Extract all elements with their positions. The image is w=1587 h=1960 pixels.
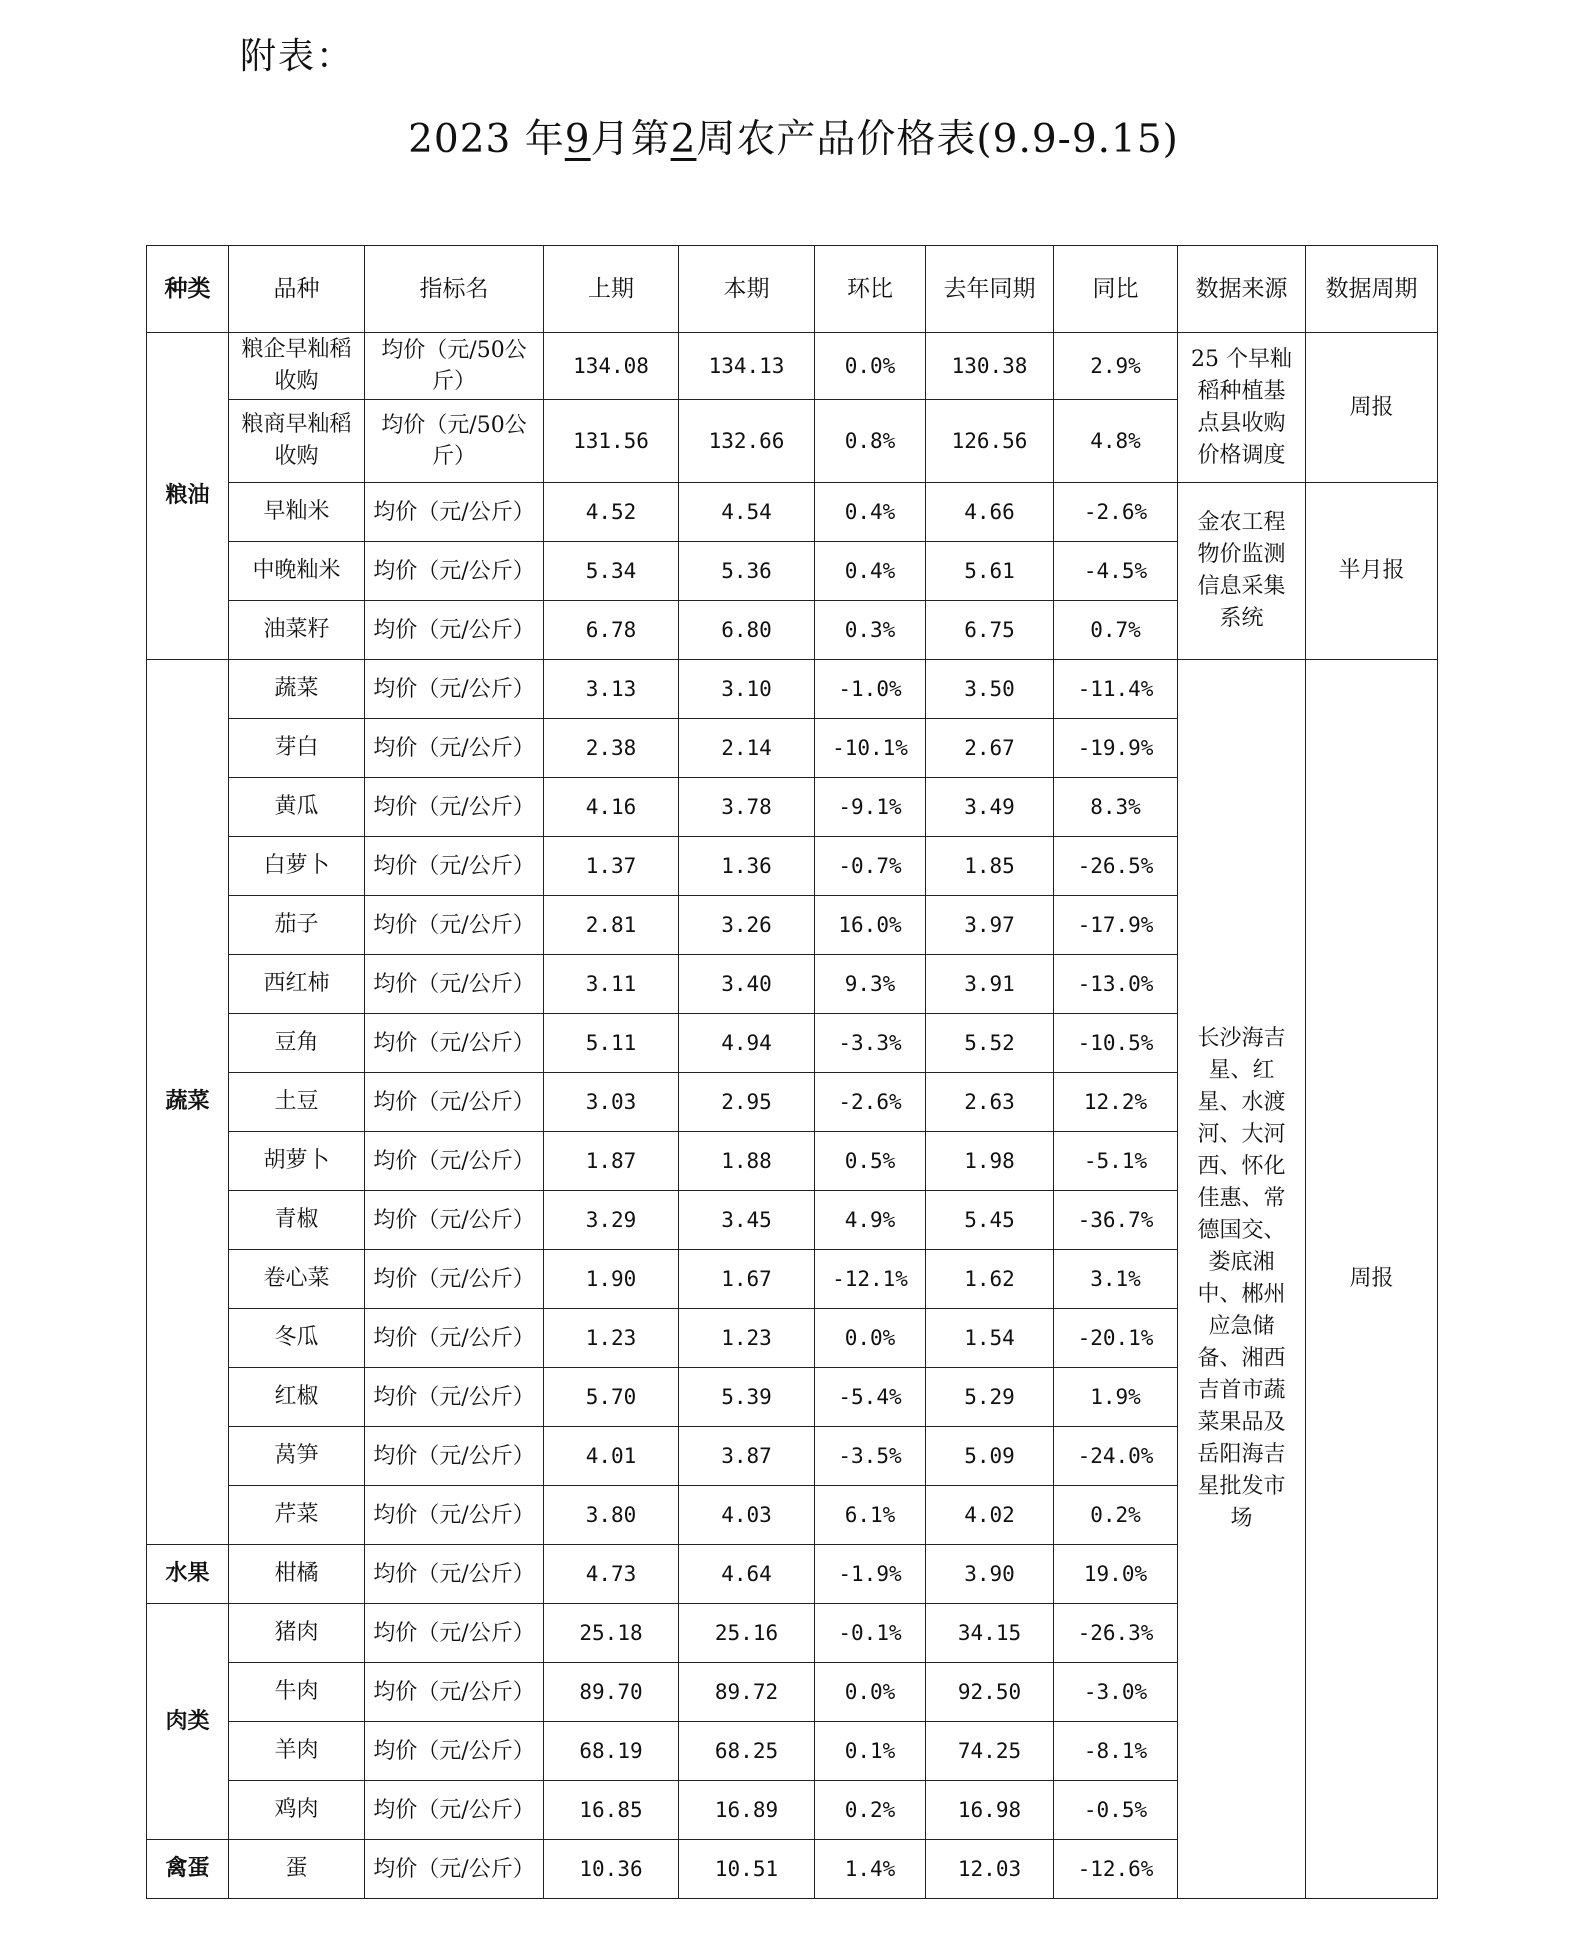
indicator-cell: 均价（元/公斤） — [365, 1781, 544, 1840]
curr-cell: 4.54 — [679, 483, 815, 542]
mom-cell: -3.3% — [815, 1014, 926, 1073]
yoy-cell: -11.4% — [1054, 660, 1178, 719]
variety-cell: 冬瓜 — [229, 1309, 365, 1368]
curr-cell: 3.45 — [679, 1191, 815, 1250]
last-year-cell: 3.50 — [926, 660, 1054, 719]
yoy-cell: -5.1% — [1054, 1132, 1178, 1191]
mom-cell: 6.1% — [815, 1486, 926, 1545]
indicator-cell: 均价（元/公斤） — [365, 1486, 544, 1545]
col-header-category: 种类 — [147, 246, 229, 333]
col-header-source: 数据来源 — [1178, 246, 1306, 333]
mom-cell: -9.1% — [815, 778, 926, 837]
variety-cell: 芹菜 — [229, 1486, 365, 1545]
yoy-cell: -3.0% — [1054, 1663, 1178, 1722]
title-week-label: 月第 — [590, 117, 671, 162]
category-cell: 肉类 — [147, 1604, 229, 1840]
yoy-cell: 0.2% — [1054, 1486, 1178, 1545]
mom-cell: 0.2% — [815, 1781, 926, 1840]
last-year-cell: 130.38 — [926, 333, 1054, 400]
indicator-cell: 均价（元/公斤） — [365, 542, 544, 601]
indicator-cell: 均价（元/公斤） — [365, 1309, 544, 1368]
yoy-cell: -10.5% — [1054, 1014, 1178, 1073]
prev-cell: 10.36 — [544, 1840, 679, 1899]
col-header-indicator: 指标名 — [365, 246, 544, 333]
indicator-cell: 均价（元/公斤） — [365, 896, 544, 955]
indicator-cell: 均价（元/公斤） — [365, 1545, 544, 1604]
last-year-cell: 3.90 — [926, 1545, 1054, 1604]
indicator-cell: 均价（元/公斤） — [365, 601, 544, 660]
prev-cell: 1.90 — [544, 1250, 679, 1309]
prev-cell: 1.37 — [544, 837, 679, 896]
prev-cell: 3.13 — [544, 660, 679, 719]
variety-cell: 中晚籼米 — [229, 542, 365, 601]
yoy-cell: 12.2% — [1054, 1073, 1178, 1132]
mom-cell: 16.0% — [815, 896, 926, 955]
prev-cell: 68.19 — [544, 1722, 679, 1781]
variety-cell: 鸡肉 — [229, 1781, 365, 1840]
indicator-cell: 均价（元/公斤） — [365, 719, 544, 778]
col-header-last-year: 去年同期 — [926, 246, 1054, 333]
curr-cell: 3.10 — [679, 660, 815, 719]
mom-cell: -0.7% — [815, 837, 926, 896]
variety-cell: 粮企早籼稻收购 — [229, 333, 365, 400]
prev-cell: 4.01 — [544, 1427, 679, 1486]
last-year-cell: 2.67 — [926, 719, 1054, 778]
prev-cell: 89.70 — [544, 1663, 679, 1722]
curr-cell: 4.03 — [679, 1486, 815, 1545]
yoy-cell: -20.1% — [1054, 1309, 1178, 1368]
variety-cell: 胡萝卜 — [229, 1132, 365, 1191]
variety-cell: 猪肉 — [229, 1604, 365, 1663]
mom-cell: -3.5% — [815, 1427, 926, 1486]
mom-cell: -1.0% — [815, 660, 926, 719]
yoy-cell: -36.7% — [1054, 1191, 1178, 1250]
last-year-cell: 74.25 — [926, 1722, 1054, 1781]
prev-cell: 5.11 — [544, 1014, 679, 1073]
yoy-cell: -12.6% — [1054, 1840, 1178, 1899]
prev-cell: 5.70 — [544, 1368, 679, 1427]
last-year-cell: 2.63 — [926, 1073, 1054, 1132]
last-year-cell: 1.54 — [926, 1309, 1054, 1368]
title-week: 2 — [670, 117, 697, 162]
source-cell: 长沙海吉星、红星、水渡河、大河西、怀化佳惠、常德国交、娄底湘中、郴州应急储备、湘西吉首市蔬菜果品及岳阳海吉星批发市场 — [1178, 660, 1306, 1899]
indicator-cell: 均价（元/公斤） — [365, 1132, 544, 1191]
yoy-cell: -17.9% — [1054, 896, 1178, 955]
last-year-cell: 5.52 — [926, 1014, 1054, 1073]
last-year-cell: 3.91 — [926, 955, 1054, 1014]
yoy-cell: 1.9% — [1054, 1368, 1178, 1427]
indicator-cell: 均价（元/公斤） — [365, 1250, 544, 1309]
prev-cell: 3.29 — [544, 1191, 679, 1250]
indicator-cell: 均价（元/公斤） — [365, 1604, 544, 1663]
indicator-cell: 均价（元/公斤） — [365, 1073, 544, 1132]
mom-cell: 0.1% — [815, 1722, 926, 1781]
mom-cell: 0.4% — [815, 483, 926, 542]
indicator-cell: 均价（元/公斤） — [365, 955, 544, 1014]
table-row — [147, 660, 1438, 719]
yoy-cell: -13.0% — [1054, 955, 1178, 1014]
mom-cell: 0.8% — [815, 400, 926, 483]
curr-cell: 1.88 — [679, 1132, 815, 1191]
last-year-cell: 92.50 — [926, 1663, 1054, 1722]
mom-cell: 9.3% — [815, 955, 926, 1014]
last-year-cell: 3.49 — [926, 778, 1054, 837]
variety-cell: 莴笋 — [229, 1427, 365, 1486]
col-header-mom: 环比 — [815, 246, 926, 333]
table-header-row — [147, 246, 1438, 333]
variety-cell: 牛肉 — [229, 1663, 365, 1722]
last-year-cell: 34.15 — [926, 1604, 1054, 1663]
prev-cell: 3.11 — [544, 955, 679, 1014]
category-cell: 粮油 — [147, 333, 229, 660]
mom-cell: 0.0% — [815, 1663, 926, 1722]
variety-cell: 西红柿 — [229, 955, 365, 1014]
col-header-prev: 上期 — [544, 246, 679, 333]
prev-cell: 3.80 — [544, 1486, 679, 1545]
curr-cell: 3.40 — [679, 955, 815, 1014]
prev-cell: 1.23 — [544, 1309, 679, 1368]
variety-cell: 油菜籽 — [229, 601, 365, 660]
last-year-cell: 5.09 — [926, 1427, 1054, 1486]
last-year-cell: 5.61 — [926, 542, 1054, 601]
curr-cell: 5.39 — [679, 1368, 815, 1427]
mom-cell: 0.3% — [815, 601, 926, 660]
last-year-cell: 5.29 — [926, 1368, 1054, 1427]
mom-cell: 0.0% — [815, 333, 926, 400]
last-year-cell: 6.75 — [926, 601, 1054, 660]
yoy-cell: -26.5% — [1054, 837, 1178, 896]
prev-cell: 5.34 — [544, 542, 679, 601]
indicator-cell: 均价（元/公斤） — [365, 1368, 544, 1427]
category-cell: 水果 — [147, 1545, 229, 1604]
period-cell: 周报 — [1306, 660, 1438, 1899]
variety-cell: 青椒 — [229, 1191, 365, 1250]
indicator-cell: 均价（元/公斤） — [365, 837, 544, 896]
yoy-cell: 0.7% — [1054, 601, 1178, 660]
variety-cell: 蛋 — [229, 1840, 365, 1899]
mom-cell: -0.1% — [815, 1604, 926, 1663]
indicator-cell: 均价（元/50公斤） — [365, 333, 544, 400]
yoy-cell: -4.5% — [1054, 542, 1178, 601]
mom-cell: -10.1% — [815, 719, 926, 778]
curr-cell: 134.13 — [679, 333, 815, 400]
period-cell: 半月报 — [1306, 483, 1438, 660]
prev-cell: 16.85 — [544, 1781, 679, 1840]
indicator-cell: 均价（元/公斤） — [365, 778, 544, 837]
last-year-cell: 12.03 — [926, 1840, 1054, 1899]
variety-cell: 白萝卜 — [229, 837, 365, 896]
last-year-cell: 5.45 — [926, 1191, 1054, 1250]
col-header-yoy: 同比 — [1054, 246, 1178, 333]
indicator-cell: 均价（元/公斤） — [365, 483, 544, 542]
curr-cell: 3.26 — [679, 896, 815, 955]
curr-cell: 3.87 — [679, 1427, 815, 1486]
curr-cell: 1.23 — [679, 1309, 815, 1368]
table-row — [147, 333, 1438, 400]
yoy-cell: 4.8% — [1054, 400, 1178, 483]
curr-cell: 89.72 — [679, 1663, 815, 1722]
prev-cell: 4.16 — [544, 778, 679, 837]
yoy-cell: 8.3% — [1054, 778, 1178, 837]
prev-cell: 2.38 — [544, 719, 679, 778]
prev-cell: 3.03 — [544, 1073, 679, 1132]
variety-cell: 羊肉 — [229, 1722, 365, 1781]
table-row — [147, 483, 1438, 542]
prev-cell: 1.87 — [544, 1132, 679, 1191]
col-header-variety: 品种 — [229, 246, 365, 333]
page-title — [0, 108, 1587, 164]
mom-cell: -2.6% — [815, 1073, 926, 1132]
prev-cell: 134.08 — [544, 333, 679, 400]
indicator-cell: 均价（元/公斤） — [365, 1722, 544, 1781]
variety-cell: 豆角 — [229, 1014, 365, 1073]
last-year-cell: 126.56 — [926, 400, 1054, 483]
variety-cell: 土豆 — [229, 1073, 365, 1132]
last-year-cell: 1.98 — [926, 1132, 1054, 1191]
yoy-cell: -26.3% — [1054, 1604, 1178, 1663]
category-cell: 蔬菜 — [147, 660, 229, 1545]
yoy-cell: -2.6% — [1054, 483, 1178, 542]
mom-cell: -1.9% — [815, 1545, 926, 1604]
col-header-period: 数据周期 — [1306, 246, 1438, 333]
curr-cell: 10.51 — [679, 1840, 815, 1899]
prev-cell: 131.56 — [544, 400, 679, 483]
prev-cell: 6.78 — [544, 601, 679, 660]
variety-cell: 粮商早籼稻收购 — [229, 400, 365, 483]
title-rest: 周农产品价格表(9.9-9.15) — [696, 117, 1179, 162]
yoy-cell: 2.9% — [1054, 333, 1178, 400]
curr-cell: 2.95 — [679, 1073, 815, 1132]
prev-cell: 25.18 — [544, 1604, 679, 1663]
mom-cell: 0.5% — [815, 1132, 926, 1191]
last-year-cell: 4.02 — [926, 1486, 1054, 1545]
attachment-label: 附表： — [240, 36, 355, 77]
mom-cell: 0.4% — [815, 542, 926, 601]
curr-cell: 1.36 — [679, 837, 815, 896]
curr-cell: 3.78 — [679, 778, 815, 837]
yoy-cell: 19.0% — [1054, 1545, 1178, 1604]
mom-cell: -12.1% — [815, 1250, 926, 1309]
curr-cell: 2.14 — [679, 719, 815, 778]
indicator-cell: 均价（元/公斤） — [365, 1840, 544, 1899]
title-year: 2023 年 — [408, 117, 565, 162]
variety-cell: 蔬菜 — [229, 660, 365, 719]
variety-cell: 茄子 — [229, 896, 365, 955]
last-year-cell: 16.98 — [926, 1781, 1054, 1840]
indicator-cell: 均价（元/公斤） — [365, 1191, 544, 1250]
indicator-cell: 均价（元/公斤） — [365, 1663, 544, 1722]
curr-cell: 5.36 — [679, 542, 815, 601]
prev-cell: 2.81 — [544, 896, 679, 955]
title-month: 9 — [564, 117, 591, 162]
variety-cell: 黄瓜 — [229, 778, 365, 837]
indicator-cell: 均价（元/公斤） — [365, 1014, 544, 1073]
indicator-cell: 均价（元/50公斤） — [365, 400, 544, 483]
price-table — [146, 245, 1438, 1899]
curr-cell: 1.67 — [679, 1250, 815, 1309]
yoy-cell: -0.5% — [1054, 1781, 1178, 1840]
mom-cell: -5.4% — [815, 1368, 926, 1427]
variety-cell: 柑橘 — [229, 1545, 365, 1604]
curr-cell: 68.25 — [679, 1722, 815, 1781]
last-year-cell: 1.85 — [926, 837, 1054, 896]
variety-cell: 早籼米 — [229, 483, 365, 542]
indicator-cell: 均价（元/公斤） — [365, 660, 544, 719]
source-cell: 金农工程物价监测信息采集系统 — [1178, 483, 1306, 660]
variety-cell: 红椒 — [229, 1368, 365, 1427]
curr-cell: 132.66 — [679, 400, 815, 483]
col-header-curr: 本期 — [679, 246, 815, 333]
curr-cell: 4.64 — [679, 1545, 815, 1604]
mom-cell: 1.4% — [815, 1840, 926, 1899]
variety-cell: 卷心菜 — [229, 1250, 365, 1309]
yoy-cell: -8.1% — [1054, 1722, 1178, 1781]
yoy-cell: 3.1% — [1054, 1250, 1178, 1309]
indicator-cell: 均价（元/公斤） — [365, 1427, 544, 1486]
mom-cell: 0.0% — [815, 1309, 926, 1368]
curr-cell: 4.94 — [679, 1014, 815, 1073]
yoy-cell: -19.9% — [1054, 719, 1178, 778]
curr-cell: 16.89 — [679, 1781, 815, 1840]
prev-cell: 4.52 — [544, 483, 679, 542]
yoy-cell: -24.0% — [1054, 1427, 1178, 1486]
last-year-cell: 4.66 — [926, 483, 1054, 542]
prev-cell: 4.73 — [544, 1545, 679, 1604]
source-cell: 25 个早籼稻种植基点县收购价格调度 — [1178, 333, 1306, 483]
last-year-cell: 3.97 — [926, 896, 1054, 955]
curr-cell: 6.80 — [679, 601, 815, 660]
period-cell: 周报 — [1306, 333, 1438, 483]
curr-cell: 25.16 — [679, 1604, 815, 1663]
category-cell: 禽蛋 — [147, 1840, 229, 1899]
variety-cell: 芽白 — [229, 719, 365, 778]
last-year-cell: 1.62 — [926, 1250, 1054, 1309]
mom-cell: 4.9% — [815, 1191, 926, 1250]
